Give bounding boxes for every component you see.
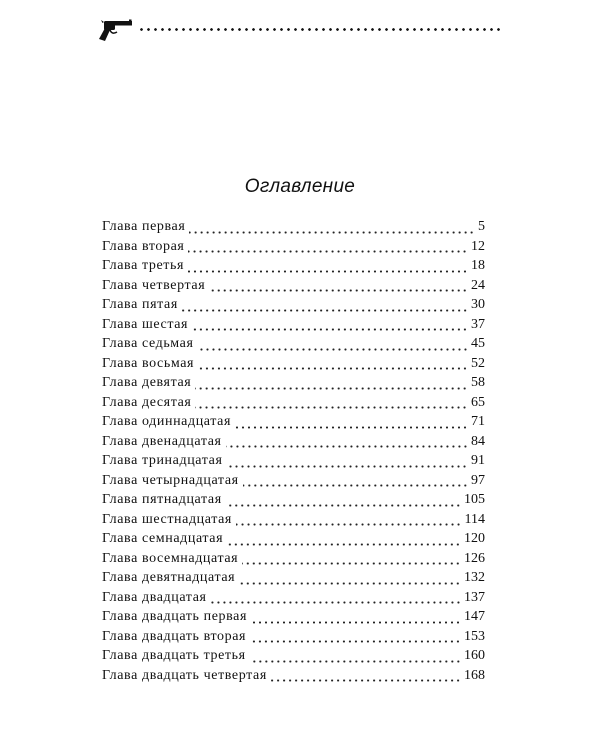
toc-entry-label: Глава восемнадцатая	[102, 550, 239, 566]
toc-dot-leader	[226, 445, 468, 448]
toc-entry-label: Глава седьмая	[102, 336, 194, 351]
toc-entry	[102, 317, 485, 337]
toc-dot-leader	[235, 426, 468, 429]
toc-entry	[102, 492, 485, 512]
toc-entry-label: Глава четвертая	[102, 277, 206, 293]
toc-entry-label: Глава десятая	[102, 394, 192, 410]
toc-entry	[102, 453, 485, 473]
toc-entry-page-number: 147	[464, 609, 485, 624]
toc-dot-leader	[189, 231, 475, 234]
toc-entry-label: Глава четырнадцатая	[102, 472, 239, 488]
toc-dot-leader	[188, 270, 468, 273]
toc-entry	[102, 395, 485, 415]
toc-dot-leader	[195, 406, 468, 409]
toc-dot-leader	[198, 367, 468, 370]
toc-dot-leader	[251, 621, 461, 624]
table-of-contents	[102, 219, 485, 687]
toc-entry-label: Глава двадцать вторая	[102, 628, 247, 644]
toc-entry-label: Глава семнадцатая	[102, 531, 224, 546]
toc-entry-page-number: 65	[471, 394, 485, 410]
toc-entry-label: Глава пятнадцатая	[102, 492, 222, 507]
toc-dot-leader	[209, 289, 468, 292]
toc-entry-label: Глава пятая	[102, 297, 178, 312]
toc-entry-label: Глава двадцать четвертая	[102, 667, 267, 683]
toc-entry	[102, 473, 485, 493]
toc-entry-page-number: 52	[471, 355, 485, 371]
toc-entry-page-number: 84	[471, 433, 485, 449]
toc-entry-label: Глава девятнадцатая	[102, 570, 236, 585]
toc-entry-page-number: 5	[478, 219, 485, 234]
toc-entry-label: Глава тринадцатая	[102, 453, 223, 468]
toc-entry-page-number: 168	[464, 667, 485, 683]
toc-entry	[102, 629, 485, 649]
toc-entry-label: Глава двадцать первая	[102, 609, 247, 624]
dotted-header-rule	[138, 28, 500, 31]
toc-title: Оглавление	[244, 176, 356, 197]
toc-entry-page-number: 137	[464, 589, 485, 605]
toc-entry	[102, 434, 485, 454]
toc-entry-page-number: 97	[471, 472, 485, 488]
toc-dot-leader	[239, 582, 461, 585]
toc-entry	[102, 258, 485, 278]
toc-dot-leader	[226, 465, 468, 468]
toc-entry-label: Глава девятая	[102, 375, 192, 390]
toc-entry	[102, 219, 485, 239]
page-header	[96, 18, 500, 44]
toc-entry-page-number: 58	[471, 375, 485, 390]
toc-entry-page-number: 24	[471, 277, 485, 293]
toc-entry-label: Глава вторая	[102, 238, 185, 254]
toc-entry-page-number: 132	[464, 570, 485, 585]
toc-entry-label: Глава третья	[102, 258, 185, 273]
toc-entry	[102, 531, 485, 551]
toc-entry-page-number: 160	[464, 648, 485, 663]
toc-entry	[102, 297, 485, 317]
toc-entry	[102, 551, 485, 571]
toc-dot-leader	[242, 562, 461, 565]
toc-dot-leader	[198, 348, 468, 351]
toc-entry-label: Глава шестнадцатая	[102, 511, 232, 527]
toc-entry-page-number: 30	[471, 297, 485, 312]
toc-entry	[102, 356, 485, 376]
toc-entry	[102, 414, 485, 434]
toc-entry	[102, 278, 485, 298]
toc-entry-label: Глава шестая	[102, 316, 189, 332]
toc-dot-leader	[227, 543, 461, 546]
toc-dot-leader	[250, 640, 461, 643]
toc-entry-page-number: 37	[471, 316, 485, 332]
toc-entry-page-number: 153	[464, 628, 485, 644]
toc-dot-leader	[211, 601, 461, 604]
revolver-icon	[96, 18, 134, 42]
toc-dot-leader	[271, 679, 461, 682]
toc-dot-leader	[192, 328, 468, 331]
toc-entry	[102, 239, 485, 259]
toc-dot-leader	[236, 523, 462, 526]
toc-entry-page-number: 91	[471, 453, 485, 468]
toc-dot-leader	[182, 309, 468, 312]
toc-entry	[102, 590, 485, 610]
toc-entry-label: Глава двадцатая	[102, 589, 207, 605]
toc-dot-leader	[250, 660, 461, 663]
toc-entry	[102, 648, 485, 668]
toc-entry	[102, 570, 485, 590]
toc-entry-label: Глава первая	[102, 219, 186, 234]
toc-entry	[102, 609, 485, 629]
toc-dot-leader	[226, 504, 461, 507]
toc-entry	[102, 512, 485, 532]
toc-entry-page-number: 71	[471, 414, 485, 429]
toc-entry-page-number: 120	[464, 531, 485, 546]
toc-entry	[102, 336, 485, 356]
toc-entry-page-number: 18	[471, 258, 485, 273]
toc-entry-page-number: 114	[464, 511, 485, 527]
toc-entry-page-number: 45	[471, 336, 485, 351]
toc-entry	[102, 375, 485, 395]
toc-dot-leader	[195, 387, 468, 390]
toc-entry-page-number: 12	[471, 238, 485, 254]
toc-entry	[102, 668, 485, 688]
toc-entry-label: Глава двадцать третья	[102, 648, 246, 663]
toc-entry-label: Глава двенадцатая	[102, 433, 222, 449]
toc-entry-label: Глава одиннадцатая	[102, 414, 232, 429]
toc-dot-leader	[243, 484, 468, 487]
toc-entry-page-number: 105	[464, 492, 485, 507]
toc-dot-leader	[188, 250, 468, 253]
toc-entry-label: Глава восьмая	[102, 355, 195, 371]
toc-entry-page-number: 126	[464, 550, 485, 566]
